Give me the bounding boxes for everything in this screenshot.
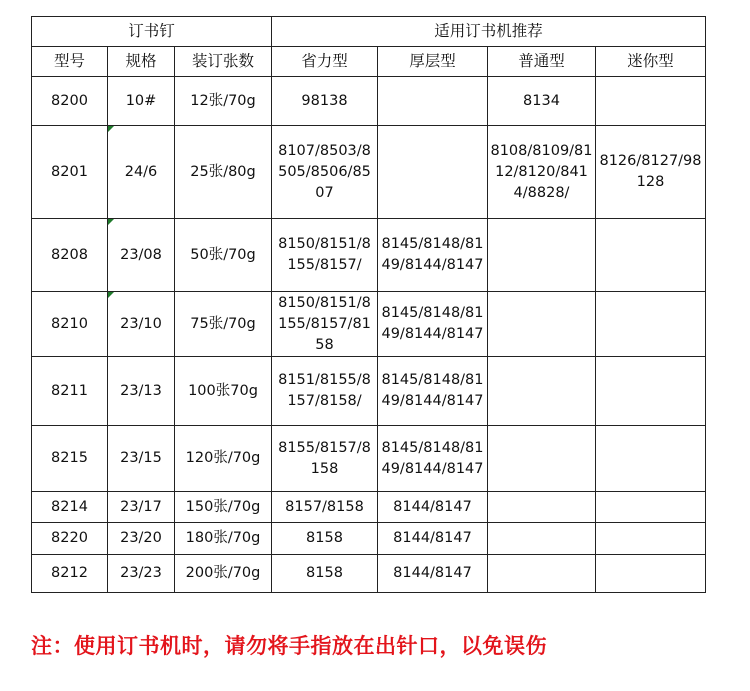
cell-model: 8208 xyxy=(32,219,108,292)
cell-spec: 24/6 xyxy=(108,126,175,219)
table-row xyxy=(32,492,706,523)
header-thick: 厚层型 xyxy=(378,47,488,77)
header-staple-group: 订书钉 xyxy=(32,17,272,47)
cell-thick: 8145/8148/8149/8144/8147 xyxy=(378,426,488,492)
cell-effortless: 8150/8151/8155/8157/8158 xyxy=(272,292,378,357)
cell-mini xyxy=(596,77,706,126)
header-model: 型号 xyxy=(32,47,108,77)
cell-standard xyxy=(488,523,596,555)
staple-spec-table xyxy=(31,16,706,593)
cell-mini xyxy=(596,426,706,492)
cell-effortless: 8151/8155/8157/8158/ xyxy=(272,357,378,426)
cell-thick xyxy=(378,77,488,126)
cell-spec: 23/10 xyxy=(108,292,175,357)
cell-standard xyxy=(488,357,596,426)
cell-capacity: 12张/70g xyxy=(175,77,272,126)
cell-model: 8215 xyxy=(32,426,108,492)
cell-model: 8210 xyxy=(32,292,108,357)
cell-model: 8212 xyxy=(32,555,108,593)
cell-spec: 23/08 xyxy=(108,219,175,292)
cell-mini xyxy=(596,219,706,292)
cell-mini xyxy=(596,492,706,523)
cell-spec: 23/20 xyxy=(108,523,175,555)
cell-standard xyxy=(488,555,596,593)
cell-thick: 8145/8148/8149/8144/8147 xyxy=(378,219,488,292)
cell-standard xyxy=(488,219,596,292)
cell-model: 8201 xyxy=(32,126,108,219)
table-row xyxy=(32,523,706,555)
table-row xyxy=(32,292,706,357)
header-column-row xyxy=(32,47,706,77)
cell-effortless: 98138 xyxy=(272,77,378,126)
cell-capacity: 75张/70g xyxy=(175,292,272,357)
cell-capacity: 200张/70g xyxy=(175,555,272,593)
safety-note: 注：使用订书机时，请勿将手指放在出针口，以免误伤 xyxy=(31,634,547,658)
cell-model: 8200 xyxy=(32,77,108,126)
cell-effortless: 8155/8157/8158 xyxy=(272,426,378,492)
header-group-row xyxy=(32,17,706,47)
cell-mini: 8126/8127/98128 xyxy=(596,126,706,219)
cell-standard xyxy=(488,492,596,523)
cell-mini xyxy=(596,292,706,357)
cell-thick: 8145/8148/8149/8144/8147 xyxy=(378,357,488,426)
cell-spec: 23/23 xyxy=(108,555,175,593)
table-row xyxy=(32,126,706,219)
cell-mini xyxy=(596,523,706,555)
table-row xyxy=(32,555,706,593)
cell-mini xyxy=(596,555,706,593)
cell-effortless: 8157/8158 xyxy=(272,492,378,523)
cell-capacity: 120张/70g xyxy=(175,426,272,492)
cell-thick: 8144/8147 xyxy=(378,492,488,523)
cell-spec: 10# xyxy=(108,77,175,126)
cell-thick: 8144/8147 xyxy=(378,555,488,593)
cell-model: 8220 xyxy=(32,523,108,555)
cell-model: 8214 xyxy=(32,492,108,523)
cell-thick: 8144/8147 xyxy=(378,523,488,555)
header-machine-group: 适用订书机推荐 xyxy=(272,17,706,47)
cell-standard: 8134 xyxy=(488,77,596,126)
cell-capacity: 180张/70g xyxy=(175,523,272,555)
cell-capacity: 25张/80g xyxy=(175,126,272,219)
cell-capacity: 50张/70g xyxy=(175,219,272,292)
table-row xyxy=(32,77,706,126)
cell-spec: 23/13 xyxy=(108,357,175,426)
header-capacity: 装订张数 xyxy=(175,47,272,77)
header-standard: 普通型 xyxy=(488,47,596,77)
cell-capacity: 150张/70g xyxy=(175,492,272,523)
cell-effortless: 8107/8503/8505/8506/8507 xyxy=(272,126,378,219)
header-spec: 规格 xyxy=(108,47,175,77)
cell-standard xyxy=(488,426,596,492)
cell-effortless: 8158 xyxy=(272,555,378,593)
cell-thick xyxy=(378,126,488,219)
cell-mini xyxy=(596,357,706,426)
cell-thick: 8145/8148/8149/8144/8147 xyxy=(378,292,488,357)
header-effortless: 省力型 xyxy=(272,47,378,77)
cell-standard xyxy=(488,292,596,357)
cell-standard: 8108/8109/8112/8120/8414/8828/ xyxy=(488,126,596,219)
cell-capacity: 100张70g xyxy=(175,357,272,426)
table-row xyxy=(32,357,706,426)
table-row xyxy=(32,426,706,492)
cell-model: 8211 xyxy=(32,357,108,426)
table-row xyxy=(32,219,706,292)
cell-effortless: 8158 xyxy=(272,523,378,555)
cell-spec: 23/17 xyxy=(108,492,175,523)
cell-effortless: 8150/8151/8155/8157/ xyxy=(272,219,378,292)
header-mini: 迷你型 xyxy=(596,47,706,77)
cell-spec: 23/15 xyxy=(108,426,175,492)
